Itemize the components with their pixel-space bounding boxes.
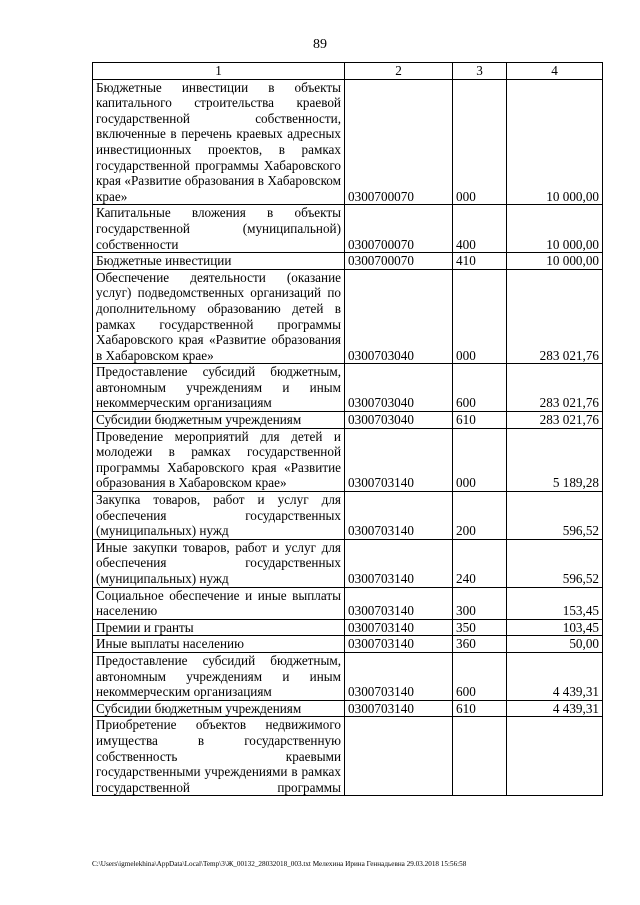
row-amount: 10 000,00 [507,253,603,270]
row-code: 0300703140 [345,539,453,587]
table-row [93,539,603,587]
header-col-1: 1 [93,63,345,80]
row-vr: 000 [453,79,507,205]
header-row [93,63,603,80]
row-code: 0300703140 [345,700,453,717]
row-name: Предоставление субсидий бюджетным, автономным учреждениям и иным некоммерческим организациям [93,364,345,412]
table-row [93,428,603,491]
row-vr: 300 [453,587,507,619]
row-name: Обеспечение деятельности (оказание услуг) подведомственных организаций по дополнительному образованию детей в рамках государственной программы Хабаровского края «Развитие образования в Хабаровском крае» [93,269,345,364]
row-vr: 400 [453,205,507,253]
table-row [93,253,603,270]
row-name: Предоставление субсидий бюджетным, автономным учреждениям и иным некоммерческим организациям [93,652,345,700]
row-amount: 10 000,00 [507,205,603,253]
row-amount: 5 189,28 [507,428,603,491]
row-vr [453,717,507,796]
table-row [93,492,603,540]
row-vr: 360 [453,636,507,653]
budget-table [92,62,603,796]
row-amount: 4 439,31 [507,700,603,717]
table-row [93,587,603,619]
row-amount: 50,00 [507,636,603,653]
row-vr: 200 [453,492,507,540]
row-name: Субсидии бюджетным учреждениям [93,700,345,717]
table-row [93,205,603,253]
row-name: Социальное обеспечение и иные выплаты населению [93,587,345,619]
row-code: 0300703140 [345,428,453,491]
row-name: Премии и гранты [93,619,345,636]
row-amount: 283 021,76 [507,364,603,412]
row-vr: 000 [453,269,507,364]
row-name: Иные выплаты населению [93,636,345,653]
row-vr: 610 [453,700,507,717]
footer-file-path: C:\Users\igmelekhina\AppData\Local\Temp\3\Ж_00132_28032018_003.txt Мелехина Ирина Геннадьевна 29.03.2018 15:56:58 [92,860,467,868]
table-row [93,619,603,636]
header-col-2: 2 [345,63,453,80]
row-vr: 600 [453,364,507,412]
row-name: Закупка товаров, работ и услуг для обеспечения государственных (муниципальных) нужд [93,492,345,540]
row-name: Проведение мероприятий для детей и молодежи в рамках государственной программы Хабаровского края «Развитие образования в Хабаровском крае» [93,428,345,491]
row-code: 0300703040 [345,364,453,412]
row-code: 0300703040 [345,269,453,364]
row-code: 0300703040 [345,412,453,429]
row-vr: 350 [453,619,507,636]
table-row [93,79,603,205]
table-row [93,412,603,429]
row-name: Иные закупки товаров, работ и услуг для обеспечения государственных (муниципальных) нужд [93,539,345,587]
row-name: Субсидии бюджетным учреждениям [93,412,345,429]
table-row [93,652,603,700]
row-code: 0300700070 [345,205,453,253]
row-vr: 600 [453,652,507,700]
row-amount: 596,52 [507,492,603,540]
table-row [93,717,603,796]
row-name: Капитальные вложения в объекты государственной (муниципальной) собственности [93,205,345,253]
row-amount [507,717,603,796]
row-code: 0300703140 [345,619,453,636]
row-amount: 283 021,76 [507,269,603,364]
row-code: 0300700070 [345,79,453,205]
table-row [93,636,603,653]
row-amount: 103,45 [507,619,603,636]
row-name: Приобретение объектов недвижимого имущества в государственную собственность краевыми государственными учреждениями в рамках государственной программы [93,717,345,796]
row-vr: 610 [453,412,507,429]
table-row [93,364,603,412]
table-row [93,700,603,717]
row-code: 0300700070 [345,253,453,270]
row-code: 0300703140 [345,492,453,540]
row-vr: 000 [453,428,507,491]
row-vr: 240 [453,539,507,587]
row-amount: 10 000,00 [507,79,603,205]
row-name: Бюджетные инвестиции [93,253,345,270]
row-name: Бюджетные инвестиции в объекты капитального строительства краевой государственной собственности, включенные в перечень краевых адресных инвестиционных проектов, в рамках государственной программы Хабаровского края «Развитие образования в Хабаровском крае» [93,79,345,205]
row-vr: 410 [453,253,507,270]
page-number: 89 [313,37,327,52]
row-code: 0300703140 [345,587,453,619]
row-code: 0300703140 [345,636,453,653]
row-amount: 4 439,31 [507,652,603,700]
row-amount: 283 021,76 [507,412,603,429]
row-code [345,717,453,796]
table-row [93,269,603,364]
row-amount: 596,52 [507,539,603,587]
header-col-3: 3 [453,63,507,80]
header-col-4: 4 [507,63,603,80]
row-code: 0300703140 [345,652,453,700]
row-amount: 153,45 [507,587,603,619]
